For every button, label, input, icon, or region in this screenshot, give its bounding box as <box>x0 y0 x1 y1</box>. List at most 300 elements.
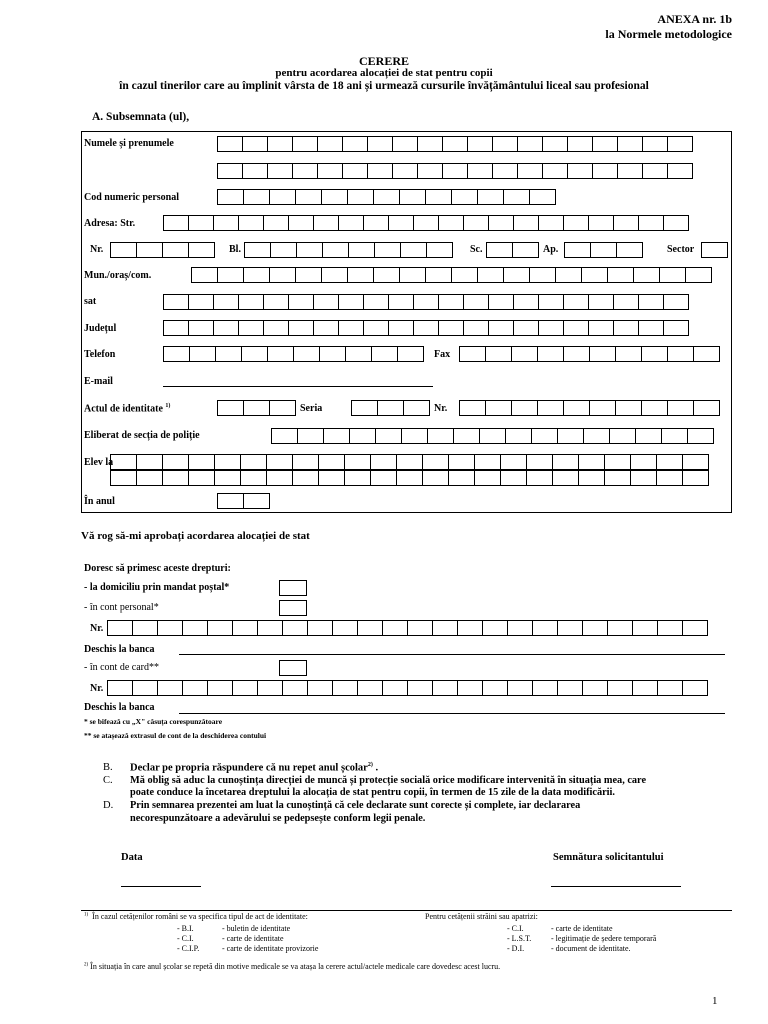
char-cell[interactable] <box>347 189 374 205</box>
char-cell[interactable] <box>322 242 349 258</box>
char-cell[interactable] <box>422 470 449 486</box>
char-cell[interactable] <box>638 294 664 310</box>
char-cell[interactable] <box>526 454 553 470</box>
char-cell[interactable] <box>537 346 564 362</box>
char-cell[interactable] <box>217 400 244 416</box>
char-cell[interactable] <box>685 267 712 283</box>
char-cell[interactable] <box>357 620 383 636</box>
char-cell[interactable] <box>392 136 418 152</box>
school-cells-row-1[interactable] <box>110 454 708 470</box>
char-cell[interactable] <box>635 428 662 444</box>
char-cell[interactable] <box>459 346 486 362</box>
char-cell[interactable] <box>401 428 428 444</box>
char-cell[interactable] <box>257 620 283 636</box>
char-cell[interactable] <box>296 242 323 258</box>
char-cell[interactable] <box>615 346 642 362</box>
char-cell[interactable] <box>467 136 493 152</box>
char-cell[interactable] <box>332 680 358 696</box>
char-cell[interactable] <box>182 620 208 636</box>
char-cell[interactable] <box>682 470 709 486</box>
char-cell[interactable] <box>188 320 214 336</box>
char-cell[interactable] <box>485 400 512 416</box>
char-cell[interactable] <box>531 428 558 444</box>
char-cell[interactable] <box>318 470 345 486</box>
char-cell[interactable] <box>243 493 270 509</box>
char-cell[interactable] <box>507 620 533 636</box>
char-cell[interactable] <box>632 620 658 636</box>
char-cell[interactable] <box>552 470 579 486</box>
char-cell[interactable] <box>656 470 683 486</box>
char-cell[interactable] <box>107 680 133 696</box>
char-cell[interactable] <box>503 267 530 283</box>
char-cell[interactable] <box>136 470 163 486</box>
char-cell[interactable] <box>563 400 590 416</box>
char-cell[interactable] <box>588 215 614 231</box>
char-cell[interactable] <box>512 242 539 258</box>
char-cell[interactable] <box>661 428 688 444</box>
school-year-cells[interactable] <box>217 493 269 509</box>
char-cell[interactable] <box>282 680 308 696</box>
char-cell[interactable] <box>342 136 368 152</box>
char-cell[interactable] <box>555 267 582 283</box>
char-cell[interactable] <box>373 189 400 205</box>
char-cell[interactable] <box>592 163 618 179</box>
char-cell[interactable] <box>240 470 267 486</box>
char-cell[interactable] <box>267 136 293 152</box>
char-cell[interactable] <box>188 470 215 486</box>
char-cell[interactable] <box>567 136 593 152</box>
char-cell[interactable] <box>442 163 468 179</box>
char-cell[interactable] <box>317 163 343 179</box>
char-cell[interactable] <box>632 680 658 696</box>
char-cell[interactable] <box>542 136 568 152</box>
char-cell[interactable] <box>538 215 564 231</box>
email-line[interactable] <box>163 386 433 387</box>
char-cell[interactable] <box>564 242 591 258</box>
char-cell[interactable] <box>263 215 289 231</box>
char-cell[interactable] <box>422 454 449 470</box>
char-cell[interactable] <box>682 680 708 696</box>
char-cell[interactable] <box>370 470 397 486</box>
char-cell[interactable] <box>162 242 189 258</box>
char-cell[interactable] <box>567 163 593 179</box>
char-cell[interactable] <box>641 346 668 362</box>
char-cell[interactable] <box>317 136 343 152</box>
char-cell[interactable] <box>403 400 430 416</box>
char-cell[interactable] <box>338 294 364 310</box>
char-cell[interactable] <box>238 294 264 310</box>
char-cell[interactable] <box>110 454 137 470</box>
char-cell[interactable] <box>107 620 133 636</box>
char-cell[interactable] <box>136 242 163 258</box>
char-cell[interactable] <box>467 163 493 179</box>
char-cell[interactable] <box>388 294 414 310</box>
char-cell[interactable] <box>663 320 689 336</box>
char-cell[interactable] <box>667 136 693 152</box>
char-cell[interactable] <box>295 267 322 283</box>
char-cell[interactable] <box>588 320 614 336</box>
postal-order-checkbox[interactable] <box>279 580 307 596</box>
char-cell[interactable] <box>182 680 208 696</box>
char-cell[interactable] <box>615 400 642 416</box>
char-cell[interactable] <box>243 400 270 416</box>
char-cell[interactable] <box>292 163 318 179</box>
char-cell[interactable] <box>492 163 518 179</box>
char-cell[interactable] <box>617 163 643 179</box>
char-cell[interactable] <box>162 470 189 486</box>
char-cell[interactable] <box>438 294 464 310</box>
char-cell[interactable] <box>132 620 158 636</box>
char-cell[interactable] <box>244 242 271 258</box>
char-cell[interactable] <box>425 189 452 205</box>
char-cell[interactable] <box>532 620 558 636</box>
fax-cells[interactable] <box>459 346 719 362</box>
char-cell[interactable] <box>448 454 475 470</box>
id-number-cells[interactable] <box>459 400 719 416</box>
char-cell[interactable] <box>238 215 264 231</box>
char-cell[interactable] <box>613 215 639 231</box>
char-cell[interactable] <box>396 470 423 486</box>
char-cell[interactable] <box>388 215 414 231</box>
char-cell[interactable] <box>213 294 239 310</box>
personal-bank-line[interactable] <box>179 654 725 655</box>
char-cell[interactable] <box>485 346 512 362</box>
char-cell[interactable] <box>642 136 668 152</box>
char-cell[interactable] <box>582 620 608 636</box>
char-cell[interactable] <box>557 680 583 696</box>
char-cell[interactable] <box>266 470 293 486</box>
address-number-cells[interactable] <box>110 242 214 258</box>
char-cell[interactable] <box>313 215 339 231</box>
char-cell[interactable] <box>213 320 239 336</box>
char-cell[interactable] <box>517 163 543 179</box>
char-cell[interactable] <box>492 136 518 152</box>
char-cell[interactable] <box>453 428 480 444</box>
char-cell[interactable] <box>693 400 720 416</box>
char-cell[interactable] <box>282 620 308 636</box>
char-cell[interactable] <box>349 428 376 444</box>
phone-cells[interactable] <box>163 346 423 362</box>
char-cell[interactable] <box>488 294 514 310</box>
char-cell[interactable] <box>592 136 618 152</box>
char-cell[interactable] <box>267 346 294 362</box>
char-cell[interactable] <box>269 267 296 283</box>
char-cell[interactable] <box>292 454 319 470</box>
char-cell[interactable] <box>687 428 714 444</box>
char-cell[interactable] <box>607 267 634 283</box>
street-cells[interactable] <box>163 215 688 231</box>
char-cell[interactable] <box>513 320 539 336</box>
char-cell[interactable] <box>513 294 539 310</box>
char-cell[interactable] <box>217 163 243 179</box>
char-cell[interactable] <box>537 400 564 416</box>
char-cell[interactable] <box>563 320 589 336</box>
char-cell[interactable] <box>110 242 137 258</box>
char-cell[interactable] <box>388 320 414 336</box>
issued-by-cells[interactable] <box>271 428 713 444</box>
signature-line[interactable] <box>551 886 681 887</box>
char-cell[interactable] <box>503 189 530 205</box>
char-cell[interactable] <box>474 470 501 486</box>
cnp-cells[interactable] <box>217 189 555 205</box>
char-cell[interactable] <box>288 320 314 336</box>
char-cell[interactable] <box>463 320 489 336</box>
char-cell[interactable] <box>642 163 668 179</box>
char-cell[interactable] <box>432 680 458 696</box>
char-cell[interactable] <box>323 428 350 444</box>
char-cell[interactable] <box>529 267 556 283</box>
char-cell[interactable] <box>214 470 241 486</box>
char-cell[interactable] <box>188 242 215 258</box>
char-cell[interactable] <box>263 294 289 310</box>
char-cell[interactable] <box>413 320 439 336</box>
char-cell[interactable] <box>232 680 258 696</box>
char-cell[interactable] <box>257 680 283 696</box>
char-cell[interactable] <box>613 294 639 310</box>
char-cell[interactable] <box>367 163 393 179</box>
char-cell[interactable] <box>319 346 346 362</box>
apartment-cells[interactable] <box>564 242 642 258</box>
char-cell[interactable] <box>616 242 643 258</box>
char-cell[interactable] <box>407 620 433 636</box>
char-cell[interactable] <box>373 267 400 283</box>
char-cell[interactable] <box>604 454 631 470</box>
char-cell[interactable] <box>630 454 657 470</box>
char-cell[interactable] <box>609 428 636 444</box>
char-cell[interactable] <box>511 346 538 362</box>
char-cell[interactable] <box>400 242 427 258</box>
char-cell[interactable] <box>667 163 693 179</box>
char-cell[interactable] <box>682 620 708 636</box>
card-bank-line[interactable] <box>179 713 725 714</box>
char-cell[interactable] <box>590 242 617 258</box>
char-cell[interactable] <box>269 400 296 416</box>
char-cell[interactable] <box>357 680 383 696</box>
char-cell[interactable] <box>413 294 439 310</box>
char-cell[interactable] <box>382 620 408 636</box>
char-cell[interactable] <box>348 242 375 258</box>
char-cell[interactable] <box>438 320 464 336</box>
char-cell[interactable] <box>157 620 183 636</box>
char-cell[interactable] <box>313 320 339 336</box>
char-cell[interactable] <box>451 189 478 205</box>
char-cell[interactable] <box>163 215 189 231</box>
char-cell[interactable] <box>157 680 183 696</box>
char-cell[interactable] <box>295 189 322 205</box>
char-cell[interactable] <box>463 215 489 231</box>
char-cell[interactable] <box>232 620 258 636</box>
char-cell[interactable] <box>417 163 443 179</box>
char-cell[interactable] <box>217 136 243 152</box>
char-cell[interactable] <box>613 320 639 336</box>
char-cell[interactable] <box>663 215 689 231</box>
char-cell[interactable] <box>442 136 468 152</box>
char-cell[interactable] <box>188 294 214 310</box>
char-cell[interactable] <box>682 454 709 470</box>
char-cell[interactable] <box>425 267 452 283</box>
char-cell[interactable] <box>382 680 408 696</box>
char-cell[interactable] <box>656 454 683 470</box>
char-cell[interactable] <box>474 454 501 470</box>
char-cell[interactable] <box>463 294 489 310</box>
char-cell[interactable] <box>607 680 633 696</box>
char-cell[interactable] <box>241 346 268 362</box>
char-cell[interactable] <box>367 136 393 152</box>
char-cell[interactable] <box>633 267 660 283</box>
char-cell[interactable] <box>432 620 458 636</box>
char-cell[interactable] <box>136 454 163 470</box>
char-cell[interactable] <box>426 242 453 258</box>
village-cells[interactable] <box>163 294 688 310</box>
char-cell[interactable] <box>191 267 218 283</box>
char-cell[interactable] <box>347 267 374 283</box>
char-cell[interactable] <box>529 189 556 205</box>
date-line[interactable] <box>121 886 201 887</box>
char-cell[interactable] <box>486 242 513 258</box>
char-cell[interactable] <box>207 620 233 636</box>
char-cell[interactable] <box>271 428 298 444</box>
char-cell[interactable] <box>162 454 189 470</box>
char-cell[interactable] <box>288 215 314 231</box>
char-cell[interactable] <box>526 470 553 486</box>
char-cell[interactable] <box>263 320 289 336</box>
char-cell[interactable] <box>667 346 694 362</box>
char-cell[interactable] <box>242 163 268 179</box>
char-cell[interactable] <box>617 136 643 152</box>
char-cell[interactable] <box>417 136 443 152</box>
char-cell[interactable] <box>488 215 514 231</box>
char-cell[interactable] <box>667 400 694 416</box>
char-cell[interactable] <box>213 215 239 231</box>
char-cell[interactable] <box>238 320 264 336</box>
char-cell[interactable] <box>217 189 244 205</box>
char-cell[interactable] <box>582 680 608 696</box>
char-cell[interactable] <box>292 470 319 486</box>
char-cell[interactable] <box>701 242 728 258</box>
char-cell[interactable] <box>217 267 244 283</box>
char-cell[interactable] <box>332 620 358 636</box>
char-cell[interactable] <box>207 680 233 696</box>
char-cell[interactable] <box>581 267 608 283</box>
char-cell[interactable] <box>374 242 401 258</box>
char-cell[interactable] <box>307 680 333 696</box>
char-cell[interactable] <box>363 294 389 310</box>
char-cell[interactable] <box>293 346 320 362</box>
char-cell[interactable] <box>413 215 439 231</box>
char-cell[interactable] <box>370 454 397 470</box>
char-cell[interactable] <box>344 454 371 470</box>
char-cell[interactable] <box>188 454 215 470</box>
personal-account-checkbox[interactable] <box>279 600 307 616</box>
char-cell[interactable] <box>375 428 402 444</box>
name-cells-row-2[interactable] <box>217 163 692 179</box>
char-cell[interactable] <box>396 454 423 470</box>
char-cell[interactable] <box>517 136 543 152</box>
char-cell[interactable] <box>578 470 605 486</box>
char-cell[interactable] <box>589 346 616 362</box>
char-cell[interactable] <box>351 400 378 416</box>
char-cell[interactable] <box>500 454 527 470</box>
char-cell[interactable] <box>427 428 454 444</box>
char-cell[interactable] <box>588 294 614 310</box>
char-cell[interactable] <box>563 215 589 231</box>
char-cell[interactable] <box>488 320 514 336</box>
id-document-cells[interactable] <box>217 400 295 416</box>
char-cell[interactable] <box>457 680 483 696</box>
char-cell[interactable] <box>377 400 404 416</box>
char-cell[interactable] <box>338 215 364 231</box>
char-cell[interactable] <box>542 163 568 179</box>
char-cell[interactable] <box>589 400 616 416</box>
char-cell[interactable] <box>321 189 348 205</box>
char-cell[interactable] <box>457 620 483 636</box>
char-cell[interactable] <box>641 400 668 416</box>
char-cell[interactable] <box>163 294 189 310</box>
char-cell[interactable] <box>438 215 464 231</box>
char-cell[interactable] <box>657 680 683 696</box>
char-cell[interactable] <box>477 189 504 205</box>
char-cell[interactable] <box>507 680 533 696</box>
char-cell[interactable] <box>399 189 426 205</box>
char-cell[interactable] <box>399 267 426 283</box>
char-cell[interactable] <box>189 346 216 362</box>
char-cell[interactable] <box>267 163 293 179</box>
char-cell[interactable] <box>215 346 242 362</box>
char-cell[interactable] <box>448 470 475 486</box>
char-cell[interactable] <box>217 493 244 509</box>
char-cell[interactable] <box>214 454 241 470</box>
char-cell[interactable] <box>657 620 683 636</box>
char-cell[interactable] <box>557 428 584 444</box>
char-cell[interactable] <box>563 294 589 310</box>
sector-cells[interactable] <box>701 242 727 258</box>
char-cell[interactable] <box>270 242 297 258</box>
char-cell[interactable] <box>482 620 508 636</box>
char-cell[interactable] <box>344 470 371 486</box>
name-cells-row-1[interactable] <box>217 136 692 152</box>
char-cell[interactable] <box>338 320 364 336</box>
char-cell[interactable] <box>243 189 270 205</box>
char-cell[interactable] <box>321 267 348 283</box>
char-cell[interactable] <box>188 215 214 231</box>
char-cell[interactable] <box>630 470 657 486</box>
char-cell[interactable] <box>451 267 478 283</box>
char-cell[interactable] <box>663 294 689 310</box>
char-cell[interactable] <box>342 163 368 179</box>
char-cell[interactable] <box>557 620 583 636</box>
block-cells[interactable] <box>244 242 452 258</box>
char-cell[interactable] <box>638 320 664 336</box>
char-cell[interactable] <box>583 428 610 444</box>
char-cell[interactable] <box>110 470 137 486</box>
municipality-cells[interactable] <box>191 267 711 283</box>
char-cell[interactable] <box>482 680 508 696</box>
char-cell[interactable] <box>459 400 486 416</box>
series-cells[interactable] <box>351 400 429 416</box>
card-account-checkbox[interactable] <box>279 660 307 676</box>
staircase-cells[interactable] <box>486 242 538 258</box>
char-cell[interactable] <box>693 346 720 362</box>
char-cell[interactable] <box>397 346 424 362</box>
char-cell[interactable] <box>552 454 579 470</box>
char-cell[interactable] <box>243 267 270 283</box>
char-cell[interactable] <box>163 346 190 362</box>
char-cell[interactable] <box>578 454 605 470</box>
char-cell[interactable] <box>538 294 564 310</box>
char-cell[interactable] <box>659 267 686 283</box>
char-cell[interactable] <box>513 215 539 231</box>
county-cells[interactable] <box>163 320 688 336</box>
